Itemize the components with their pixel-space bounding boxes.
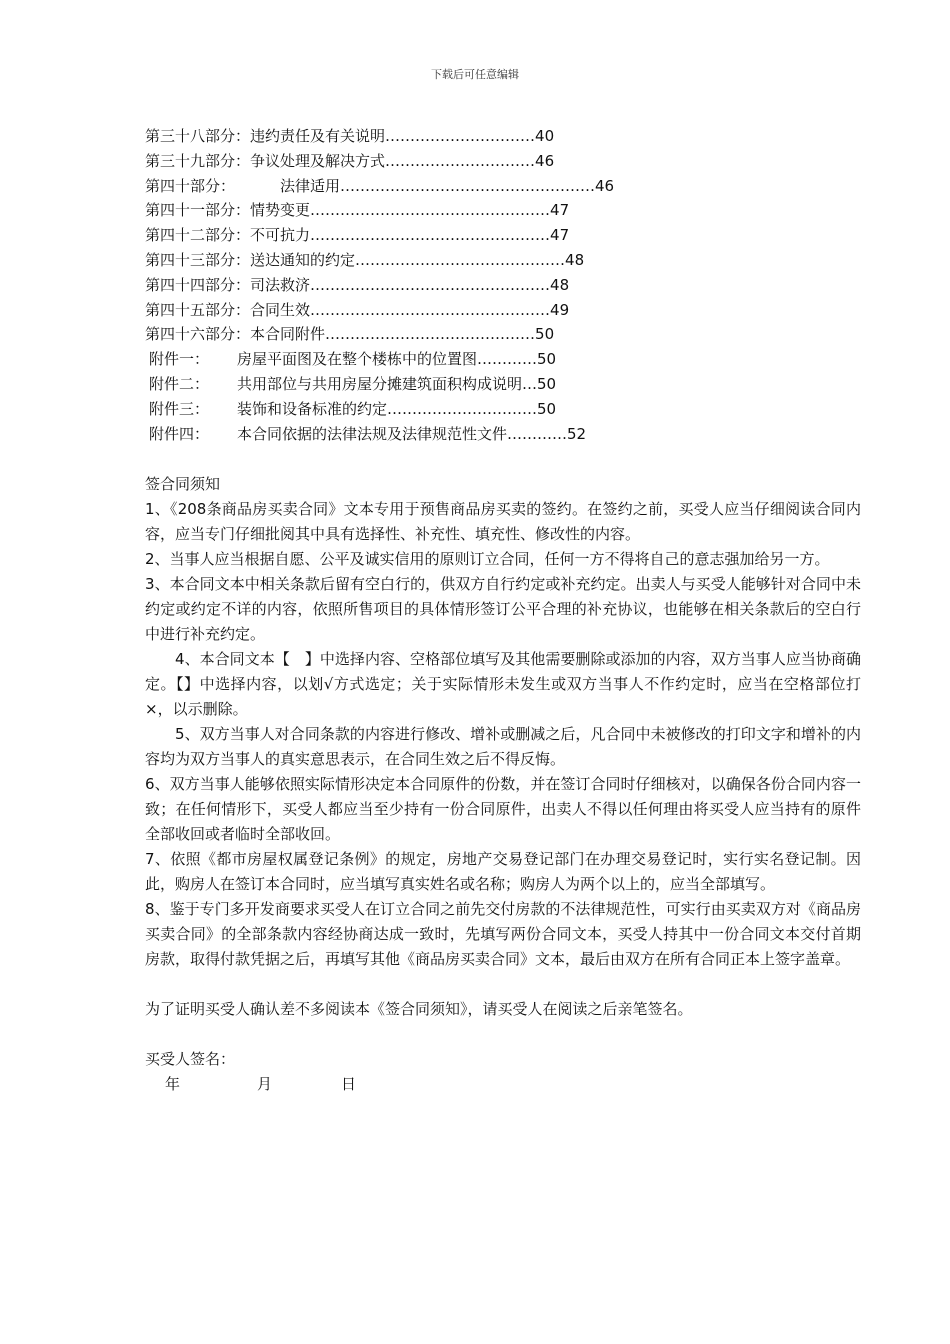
toc-page: 50 [537,350,557,369]
toc-dots: ………… [477,350,538,369]
toc-row [145,422,865,447]
toc-title: 房屋平面图及在整个楼栋中的位置图 [237,350,478,369]
toc-label: 第三十八部分： [145,127,251,145]
signature-date [145,1072,861,1097]
toc-dots: ………………………………………… [310,275,551,294]
toc-dots: ………… [507,424,568,443]
toc-dots: ………………………… [385,127,536,145]
toc-page: 40 [535,127,555,145]
toc-dots: …………………………………… [325,325,536,344]
toc-row [145,372,865,397]
toc-dots: ………………………………………… [310,300,551,319]
toc-row [145,149,865,174]
toc-title: 共用部位与共用房屋分摊建筑面积构成说明 [237,374,523,393]
toc-row [145,248,865,273]
toc-label: 附件一： [149,350,210,369]
toc-row [145,322,865,347]
toc-title: 情势变更 [250,201,311,220]
toc-dots: …………………………………………… [340,176,596,195]
notice-item: 5、双方当事人对合同条款的内容进行修改、增补或删减之后，凡合同中未被修改的打印文字和增补的内容均为双方当事人的真实意思表示，在合同生效之后不得反悔。 [145,725,861,768]
toc-label: 第四十五部分： [145,300,251,319]
toc-page: 46 [535,151,555,170]
toc-page: 48 [550,275,570,294]
toc-row [145,223,865,248]
confirmation-text: 为了证明买受人确认差不多阅读本《签合同须知》，请买受人在阅读之后亲笔签名。 [145,1000,693,1018]
page-header: 下载后可任意编辑 [431,68,519,81]
notice-title: 签合同须知 [145,475,221,493]
toc-page: 47 [550,226,570,245]
toc-page: 46 [595,176,615,195]
toc-title: 合同生效 [250,300,311,319]
signing-notice [145,472,861,1097]
toc-title: 司法救济 [250,275,311,294]
toc-row [145,198,865,223]
toc-title: 本合同附件 [250,325,326,344]
toc-dots: … [522,374,538,393]
toc-dots: ………………………………………… [310,226,551,245]
notice-item: 7、依照《都市房屋权属登记条例》的规定，房地产交易登记部门在办理交易登记时，实行实名登记制。因此，购房人在签订本合同时，应当填写真实姓名或名称；购房人为两个以上的，应当全部填写。 [145,850,861,893]
toc-label: 第四十六部分： [145,325,251,344]
toc-label: 第四十一部分： [145,201,251,220]
toc-dots: ………………………… [387,399,538,418]
toc-label: 第四十三部分： [145,250,251,269]
toc-page: 47 [550,201,570,220]
toc-row [145,347,865,372]
toc-label: 第三十九部分： [145,151,251,170]
notice-item: 3、本合同文本中相关条款后留有空白行的，供双方自行约定或补充约定。出卖人与买受人能够针对合同中未约定或约定不详的内容，依照所售项目的具体情形签订公平合理的补充协议，也能够在相关条款后的空白行中进行补充约定。 [145,575,861,643]
toc-page: 50 [537,374,557,393]
toc-title: 不可抗力 [250,226,311,245]
date-year: 年 [165,1075,181,1093]
toc-dots: …………………………………… [355,250,566,269]
toc-title: 法律适用 [280,176,341,195]
date-day: 日 [341,1075,357,1093]
notice-item: 2、当事人应当根据自愿、公平及诚实信用的原则订立合同，任何一方不得将自己的意志强加给另一方。 [145,550,830,568]
toc-title: 争议处理及解决方式 [250,151,386,170]
toc-row [145,174,865,199]
toc-label: 第四十部分： [145,176,236,195]
toc-label: 附件三： [149,399,210,418]
toc-row [145,124,865,149]
date-month: 月 [257,1075,273,1093]
toc-page: 52 [567,424,587,443]
toc-row [145,397,865,422]
toc-title: 装饰和设备标准的约定 [237,399,388,418]
notice-item: 4、本合同文本【 】中选择内容、空格部位填写及其他需要删除或添加的内容，双方当事人应当协商确定。【】中选择内容，以划√方式选定；关于实际情形未发生或双方当事人不作约定时，应当在空格部位打×，以示删除。 [145,650,861,718]
toc-title: 本合同依据的法律法规及法律规范性文件 [237,424,508,443]
toc-row [145,273,865,298]
notice-item: 8、鉴于专门多开发商要求买受人在订立合同之前先交付房款的不法律规范性，可实行由买卖双方对《商品房买卖合同》的全部条款内容经协商达成一致时，先填写两份合同文本，买受人持其中一份合同文本交付首期房款，取得付款凭据之后，再填写其他《商品房买卖合同》文本，最后由双方在所有合同正本上签字盖章。 [145,900,861,968]
toc-page: 48 [565,250,585,269]
toc-page: 49 [550,300,570,319]
toc-dots: ………………………… [385,151,536,170]
signature-label: 买受人签名： [145,1050,236,1068]
toc-title: 送达通知的约定 [250,250,356,269]
toc-page: 50 [537,399,557,418]
toc-dots: ………………………………………… [310,201,551,220]
notice-item: 1、《208条商品房买卖合同》文本专用于预售商品房买卖的签约。在签约之前，买受人应当仔细阅读合同内容，应当专门仔细批阅其中具有选择性、补充性、填充性、修改性的内容。 [145,500,861,543]
notice-item: 6、双方当事人能够依照实际情形决定本合同原件的份数，并在签订合同时仔细核对，以确保各份合同内容一致；在任何情形下，买受人都应当至少持有一份合同原件，出卖人不得以任何理由将买受人应当持有的原件全部收回或者临时全部收回。 [145,775,861,843]
toc-label: 附件四： [149,424,210,443]
toc-title: 违约责任及有关说明 [250,127,386,145]
toc-label: 附件二： [149,374,210,393]
toc-page: 50 [535,325,555,344]
toc-label: 第四十四部分： [145,275,251,294]
toc-label: 第四十二部分： [145,226,251,245]
toc-row [145,298,865,323]
table-of-contents [145,124,865,446]
